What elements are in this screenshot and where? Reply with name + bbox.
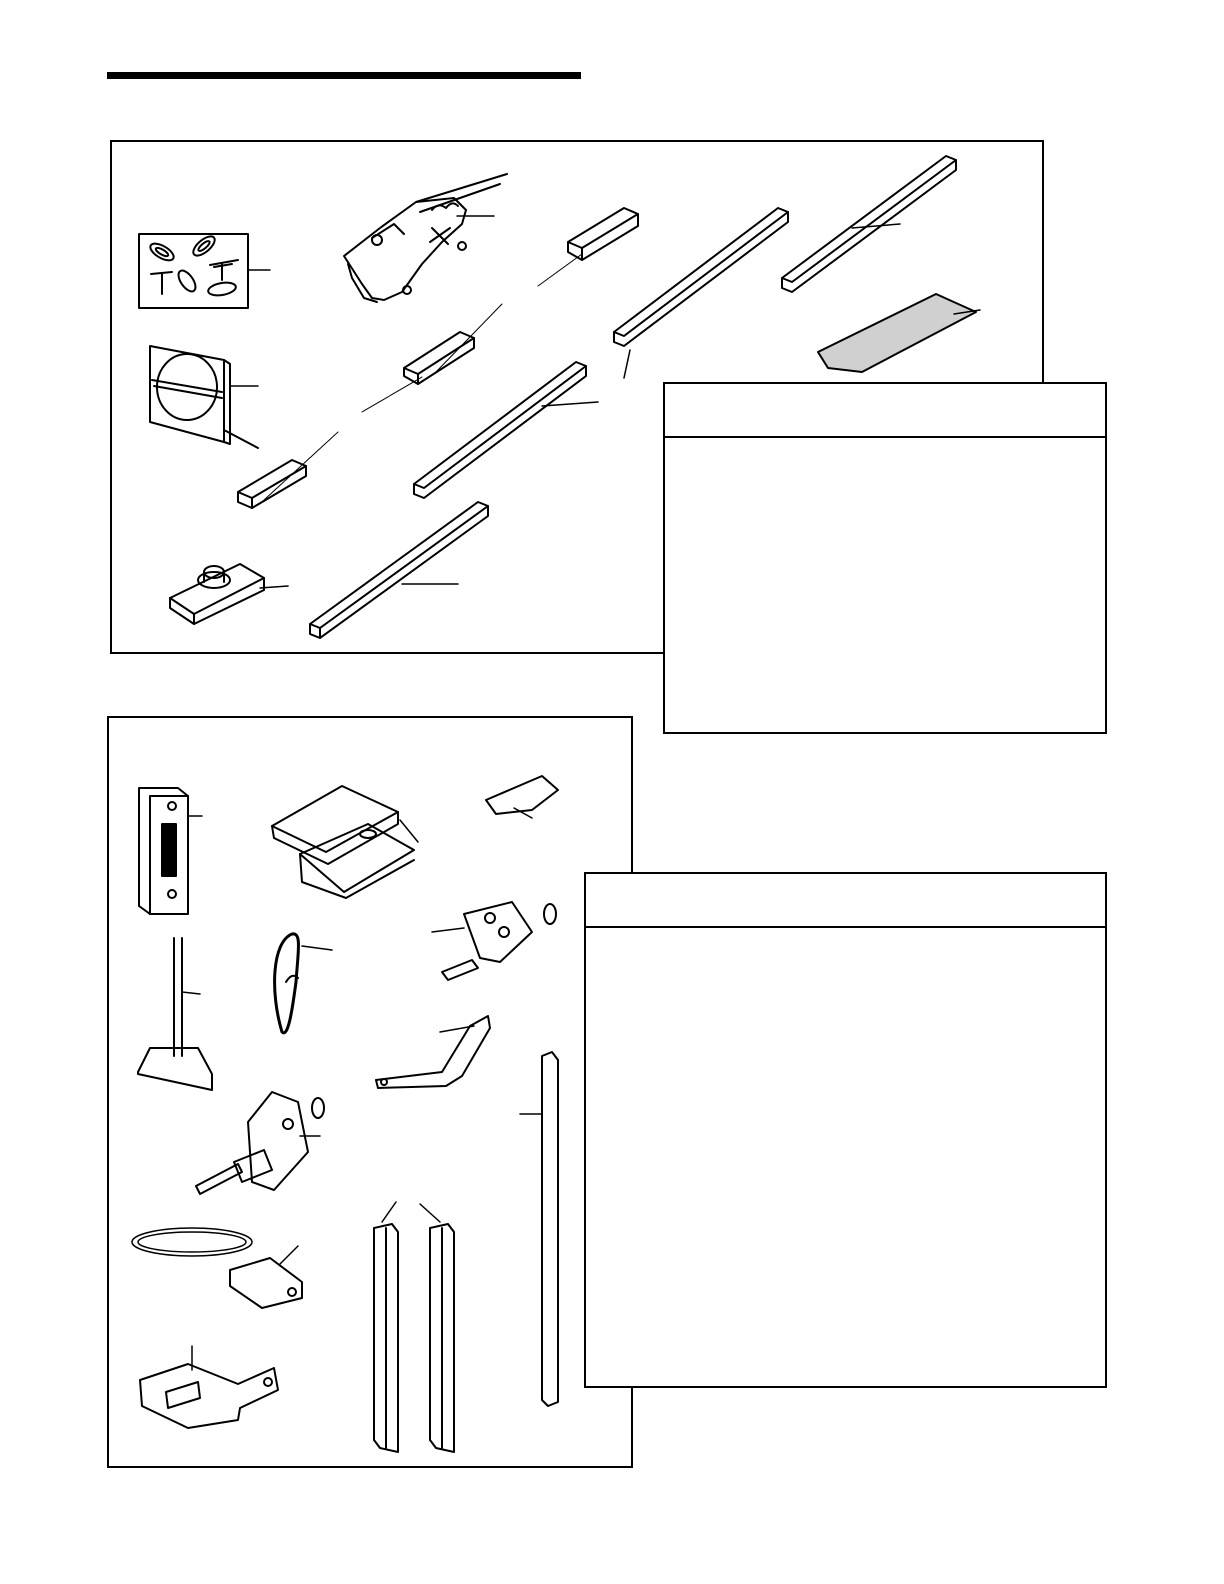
trolley-illustration <box>344 174 507 302</box>
rail-bracket-illustration-2 <box>404 332 474 384</box>
hardware-parts-panel <box>107 716 633 1468</box>
rail-parts-list-header <box>665 384 1105 438</box>
sensor-bracket-illustration <box>140 1346 278 1428</box>
door-bracket-illustration <box>432 902 556 980</box>
rail-parts-list-box <box>663 382 1107 734</box>
visor-clip-illustration <box>486 776 558 818</box>
safety-sensor-illustration <box>132 1228 302 1308</box>
section-title <box>107 40 581 68</box>
idler-bracket-illustration <box>170 564 288 624</box>
header-bracket-illustration <box>196 1092 324 1194</box>
perforated-angle-illustration-1 <box>374 1202 398 1452</box>
door-control-illustration <box>139 788 202 914</box>
straight-door-arm-illustration <box>520 1052 558 1406</box>
rail-section-illustration-1 <box>310 502 488 638</box>
hardware-parts-list-body <box>586 928 1105 948</box>
hardware-parts-list-box <box>584 872 1107 1388</box>
rail-section-illustration-4 <box>782 156 956 292</box>
remote-control-illustration <box>272 786 418 898</box>
release-handle-illustration <box>138 938 212 1090</box>
grease-packet-illustration <box>818 294 980 372</box>
sprocket-cover-illustration <box>150 346 258 448</box>
bell-wire-illustration <box>275 934 332 1033</box>
rail-section-illustration-2 <box>414 362 598 498</box>
rail-section-illustration-3 <box>614 208 788 378</box>
section-title-rule <box>107 72 581 79</box>
perforated-angle-illustration-2 <box>420 1204 454 1452</box>
master-link-parts-illustration <box>139 233 270 308</box>
rail-bracket-illustration-1 <box>238 460 306 508</box>
hardware-parts-list-header <box>586 874 1105 928</box>
rail-parts-list-body <box>665 438 1105 458</box>
curved-door-arm-illustration <box>376 1016 490 1088</box>
rail-bracket-illustration-3 <box>568 208 638 260</box>
